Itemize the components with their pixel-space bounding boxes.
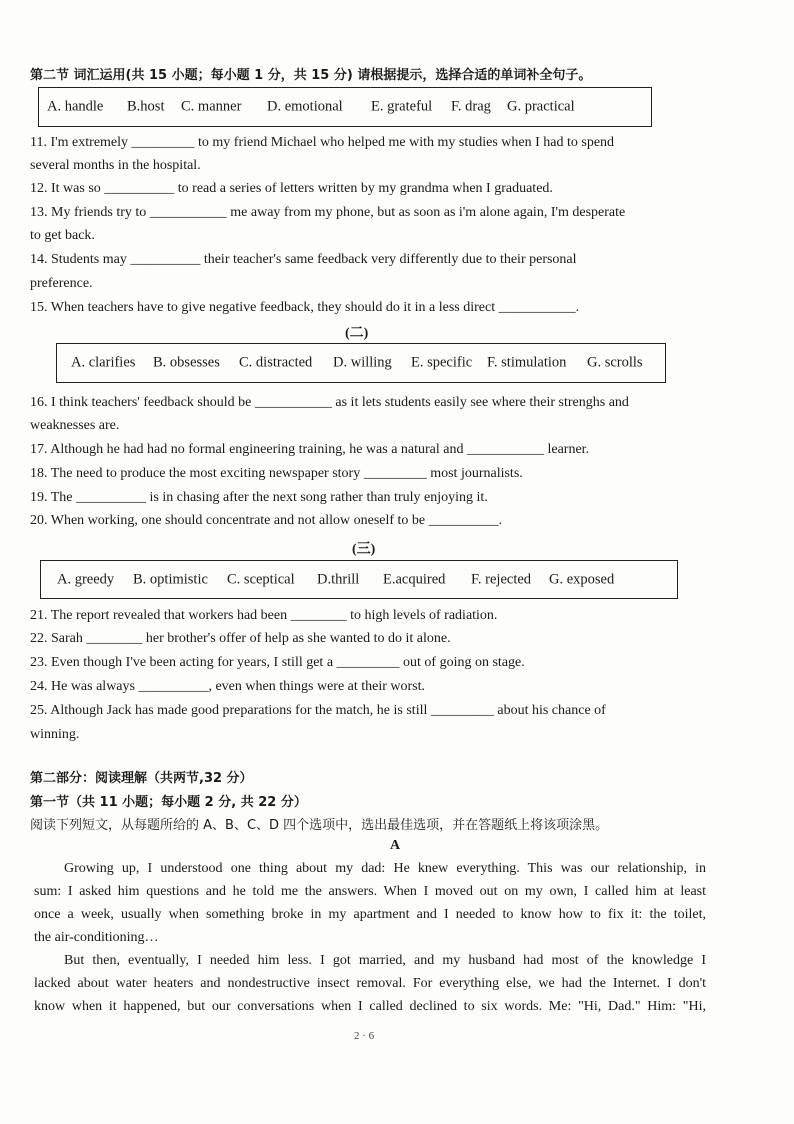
passage-line: once a week, usually when something broke in my apartment and I needed to know how to fix it: the toilet, xyxy=(34,907,706,922)
option-item: F. drag xyxy=(451,98,491,115)
question-line: 22. Sarah ________ her brother's offer of help as she wanted to do it alone. xyxy=(30,631,451,646)
question-line: several months in the hospital. xyxy=(30,158,201,173)
options-box-3 xyxy=(40,560,678,599)
group-label: (三) xyxy=(352,542,376,557)
option-item: E. specific xyxy=(411,354,473,371)
question-line: 18. The need to produce the most exciting newspaper story _________ most journalists. xyxy=(30,466,523,481)
question-line: 19. The __________ is in chasing after the next song rather than truly enjoying it. xyxy=(30,490,488,505)
group-label: (二) xyxy=(345,326,369,341)
question-line: 17. Although he had had no formal engineering training, he was a natural and ___________ learner. xyxy=(30,442,590,457)
option-item: E.acquired xyxy=(383,571,446,587)
option-item: B.host xyxy=(127,98,165,115)
question-line: 12. It was so __________ to read a series of letters written by my grandma when I graduated. xyxy=(30,181,553,196)
question-line: weaknesses are. xyxy=(30,418,120,433)
question-line: 23. Even though I've been acting for years, I still get a _________ out of going on stage. xyxy=(30,655,525,670)
page-number: 2 · 6 xyxy=(354,1030,375,1042)
passage-line: Growing up, I understood one thing about my dad: He knew everything. This was our relationship, in xyxy=(64,861,706,876)
part-instruction: 阅读下列短文，从每题所给的 A、B、C、D 四个选项中，选出最佳选项，并在答题纸上将该项涂黑。 xyxy=(30,818,609,833)
option-item: A. greedy xyxy=(57,571,115,587)
question-line: 21. The report revealed that workers had been ________ to high levels of radiation. xyxy=(30,608,498,623)
passage-text xyxy=(34,857,706,1018)
option-item: D. willing xyxy=(333,354,392,371)
option-item: E. grateful xyxy=(371,98,433,115)
option-item: G. exposed xyxy=(549,571,615,587)
question-line: 25. Although Jack has made good preparations for the match, he is still _________ about his chance of xyxy=(30,703,606,718)
question-line: 20. When working, one should concentrate and not allow oneself to be __________. xyxy=(30,513,503,528)
passage-line: the air-conditioning… xyxy=(34,930,159,945)
question-line: preference. xyxy=(30,276,93,291)
passage-line: sum: I asked him questions and he told me the answers. When I moved out on my own, I called him at least xyxy=(34,884,706,899)
question-line: 11. I'm extremely _________ to my friend Michael who helped me with my studies when I had to spend xyxy=(30,135,615,150)
option-item: D.thrill xyxy=(317,571,360,587)
option-item: A. clarifies xyxy=(71,354,136,371)
options-box-1 xyxy=(38,87,652,127)
part-subheading: 第一节（共 11 小题；每小题 2 分, 共 22 分） xyxy=(30,795,307,810)
option-item: A. handle xyxy=(47,98,104,115)
option-item: B. obsesses xyxy=(153,354,220,371)
option-item: F. stimulation xyxy=(487,354,567,371)
option-item: F. rejected xyxy=(471,571,532,587)
question-line: 13. My friends try to ___________ me away from my phone, but as soon as i'm alone again, I'm desperate xyxy=(30,205,626,220)
option-item: D. emotional xyxy=(267,98,343,115)
passage-line: know when it happened, but our conversations when I called declined to six words. Me: "Hi, Dad." Him: "Hi, xyxy=(34,999,706,1014)
part-heading: 第二部分：阅读理解（共两节,32 分） xyxy=(30,771,253,786)
question-line: to get back. xyxy=(30,228,95,243)
option-item: C. distracted xyxy=(239,354,313,371)
question-line: 15. When teachers have to give negative feedback, they should do it in a less direct ___________. xyxy=(30,300,580,315)
question-line: 14. Students may __________ their teacher's same feedback very differently due to their personal xyxy=(30,252,577,267)
question-line: 16. I think teachers' feedback should be ___________ as it lets students easily see where their strenghs and xyxy=(30,395,629,410)
option-item: B. optimistic xyxy=(133,571,208,587)
passage-line: But then, eventually, I needed him less. I got married, and my husband had most of the knowledge I xyxy=(64,953,706,968)
option-item: G. scrolls xyxy=(587,354,643,371)
question-line: winning. xyxy=(30,727,80,742)
option-item: G. practical xyxy=(507,98,575,115)
option-item: C. manner xyxy=(181,98,242,115)
section-heading: 第二节 词汇运用(共 15 小题；每小题 1 分，共 15 分) 请根据提示，选择合适的单词补全句子。 xyxy=(30,68,592,83)
passage-label: A xyxy=(390,838,401,853)
options-box-2 xyxy=(56,343,666,383)
passage-line: lacked about water heaters and nondestructive insect removal. For everything else, we had the Internet. I don't xyxy=(34,976,706,991)
option-item: C. sceptical xyxy=(227,571,295,587)
question-line: 24. He was always __________, even when things were at their worst. xyxy=(30,679,426,694)
